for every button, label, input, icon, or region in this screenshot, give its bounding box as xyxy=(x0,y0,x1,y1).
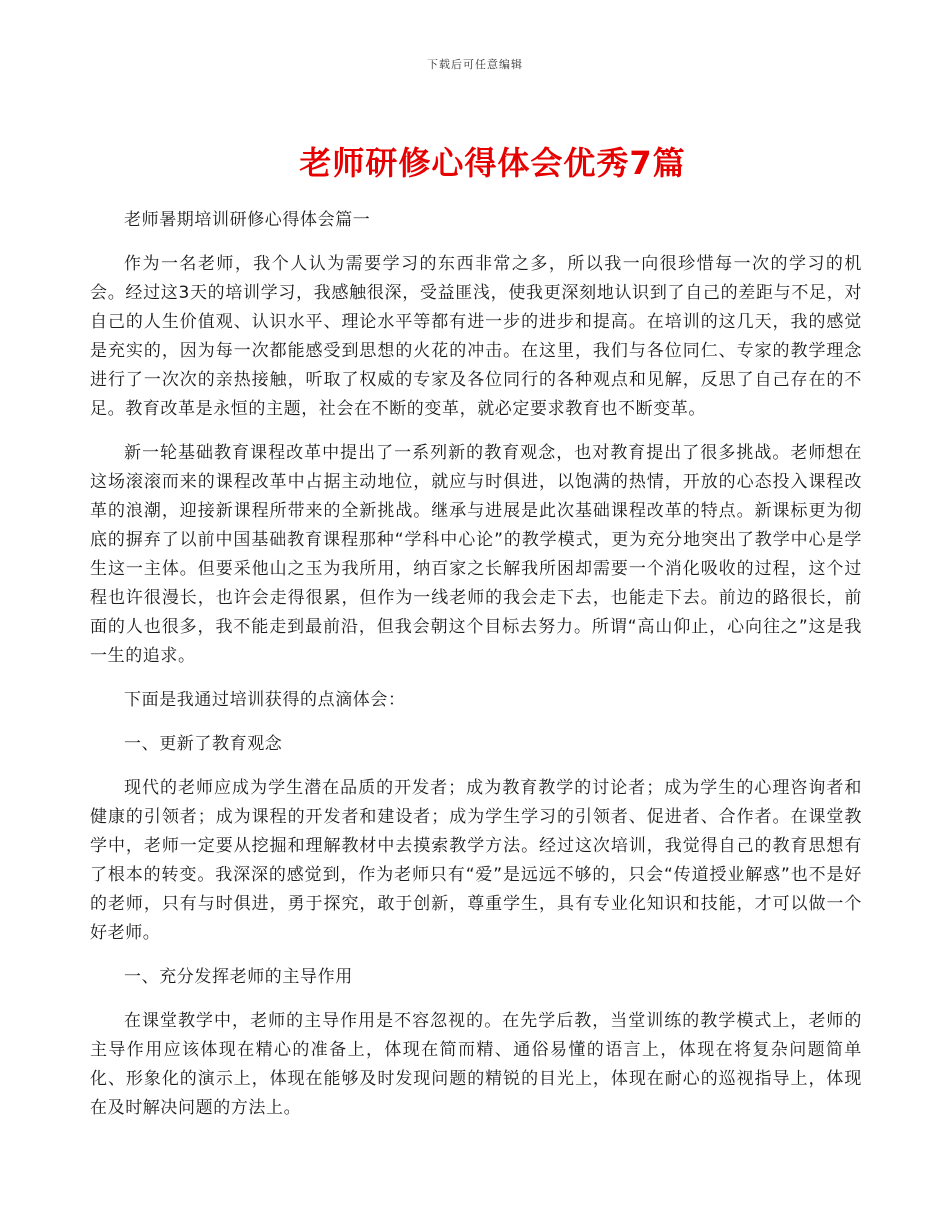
paragraph: 现代的老师应成为学生潜在品质的开发者；成为教育教学的讨论者；成为学生的心理咨询者和健康的引领者；成为课程的开发者和建设者；成为学生学习的引领者、促进者、合作者。在课堂教学中，老师一定要从挖掘和理解教材中去摸索教学方法。经过这次培训，我觉得自己的教育思想有了根本的转变。我深深的感觉到，作为老师只有“爱”是远远不够的，只会“传道授业解惑”也不是好的老师，只有与时俱进，勇于探究，敢于创新，尊重学生，具有专业化知识和技能，才可以做一个好老师。 xyxy=(90,778,862,943)
subsection-heading: 一、充分发挥老师的主导作用 xyxy=(124,967,353,987)
paragraph: 下面是我通过培训获得的点滴体会： xyxy=(124,690,406,710)
section-heading: 老师暑期培训研修心得体会篇一 xyxy=(124,210,371,230)
document-body xyxy=(90,206,862,1138)
header-note: 下载后可任意编辑 xyxy=(427,58,523,71)
subsection-heading: 一、更新了教育观念 xyxy=(124,734,283,754)
paragraph: 作为一名老师，我个人认为需要学习的东西非常之多，所以我一向很珍惜每一次的学习的机会。经过这3天的培训学习，我感触很深，受益匪浅，使我更深刻地认识到了自己的差距与不足，对自己的人生价值观、认识水平、理论水平等都有进一步的进步和提高。在培训的这几天，我的感觉是充实的，因为每一次都能感受到思想的火花的冲击。在这里，我们与各位同仁、专家的教学理念进行了一次次的亲热接触，听取了权威的专家及各位同行的各种观点和见解，反思了自己存在的不足。教育改革是永恒的主题，社会在不断的变革，就必定要求教育也不断变革。 xyxy=(90,254,862,419)
document-title: 老师研修心得体会优秀7篇 xyxy=(299,144,686,182)
paragraph: 在课堂教学中，老师的主导作用是不容忽视的。在先学后教，当堂训练的教学模式上，老师的主导作用应该体现在精心的准备上，体现在简而精、通俗易懂的语言上，体现在将复杂问题简单化、形象化的演示上，体现在能够及时发现问题的精锐的目光上，体现在耐心的巡视指导上，体现在及时解决问题的方法上。 xyxy=(90,1011,862,1118)
paragraph: 新一轮基础教育课程改革中提出了一系列新的教育观念，也对教育提出了很多挑战。老师想在这场滚滚而来的课程改革中占据主动地位，就应与时俱进，以饱满的热情，开放的心态投入课程改革的浪潮，迎接新课程所带来的全新挑战。继承与进展是此次基础课程改革的特点。新课标更为彻底的摒弃了以前中国基础教育课程那种“学科中心论”的教学模式，更为充分地突出了教学中心是学生这一主体。但要采他山之玉为我所用，纳百家之长解我所困却需要一个消化吸收的过程，这个过程也许很漫长，也许会走得很累，但作为一线老师的我会走下去，也能走下去。前边的路很长，前面的人也很多，我不能走到最前沿，但我会朝这个目标去努力。所谓“高山仰止，心向往之”这是我一生的追求。 xyxy=(90,443,862,666)
